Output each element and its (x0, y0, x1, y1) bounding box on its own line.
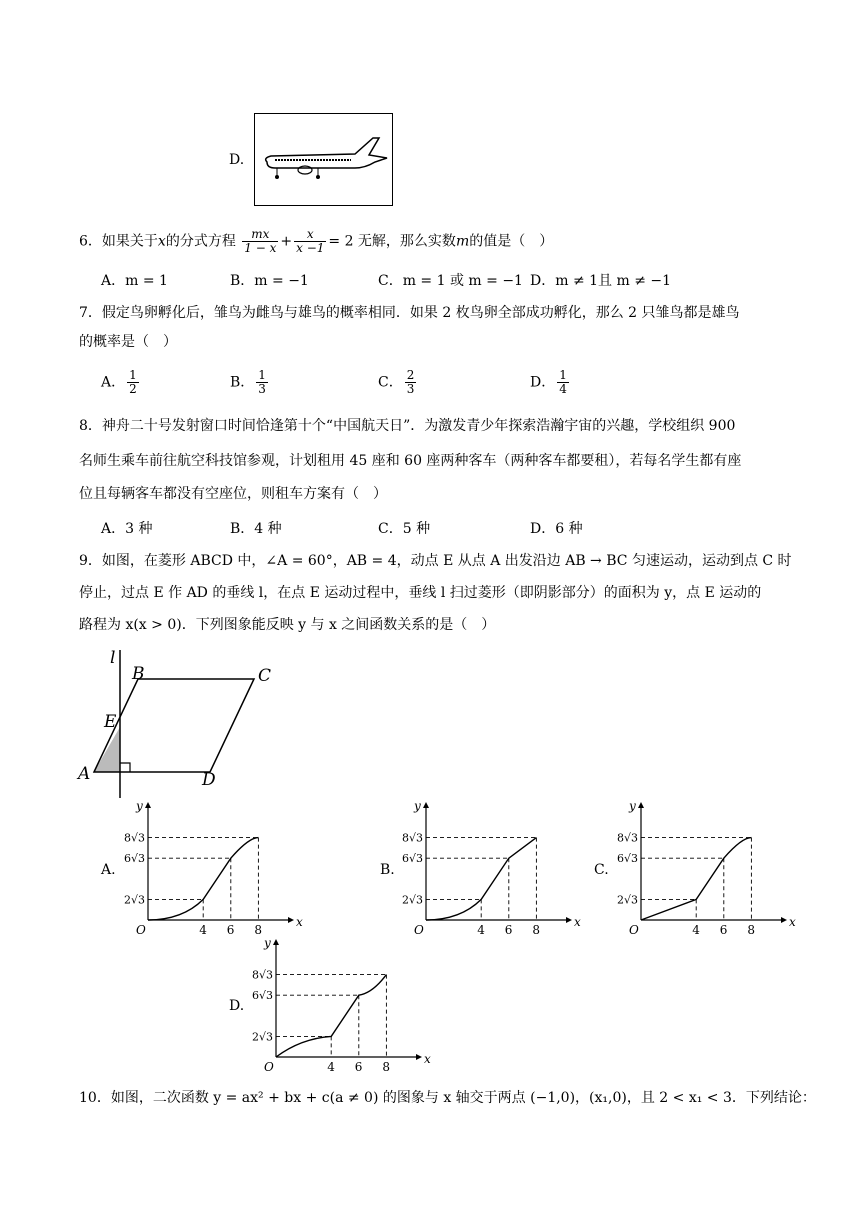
q6-tail: = 2 无解，那么实数 (328, 233, 456, 250)
rhombus-figure (70, 645, 290, 800)
fig-label-a: A (78, 764, 91, 784)
x-tick-label: 4 (199, 923, 207, 937)
x-axis-arrow (416, 1054, 422, 1060)
q9-line1: 9．如图，在菱形 ABCD 中，∠A = 60°，AB = 4，动点 E 从点 A 出发沿边 AB → BC 匀速运动，运动到点 C 时 (79, 553, 792, 569)
y-tick-label: 2√3 (402, 893, 424, 907)
q6-frac2-den: x −1 (296, 241, 325, 255)
q6-stem: 6．如果关于x的分式方程 $\frac{mx}{1 - x}$ + $\frac{x}{x -1}$ = 2 无解，那么实数m的值是（ ） (79, 227, 554, 255)
origin-label: O (136, 923, 146, 937)
graph-c (615, 798, 796, 938)
airplane-image (254, 113, 393, 206)
graph-option-c-label: C. (594, 862, 609, 878)
x-tick-label: 8 (532, 923, 541, 937)
x-axis-label: x (789, 915, 796, 929)
graph-d (250, 935, 431, 1075)
q7-line1: 7．假定鸟卵孵化后，雏鸟为雌鸟与雄鸟的概率相同．如果 2 枚鸟卵全部成功孵化，那么 2 只雏鸟都是雄鸟 (79, 305, 740, 321)
x-axis-arrow (566, 917, 572, 923)
q6-mid: 的分式方程 (165, 233, 236, 250)
fig-label-l: l (110, 648, 116, 668)
q7-option-a: A． $\frac{1}{2}$ (101, 368, 137, 396)
y-tick-label: 6√3 (124, 852, 146, 866)
graph-a (122, 798, 303, 938)
q7-option-d: D． $\frac{1}{4}$ (530, 368, 567, 396)
q7-option-b: B． $\frac{1}{3}$ (230, 368, 266, 396)
q6-option-d: D．m ≠ 1且 m ≠ −1 (530, 273, 672, 289)
x-axis-label: x (574, 915, 581, 929)
origin-label: O (414, 923, 424, 937)
q7-line2: 的概率是（ ） (79, 334, 177, 350)
y-tick-label: 8√3 (124, 831, 146, 845)
q8-option-b: B．4 种 (230, 521, 282, 537)
x-tick-label: 6 (226, 923, 235, 937)
fig-label-b: B (132, 664, 145, 684)
x-tick-label: 6 (719, 923, 728, 937)
fig-label-e: E (104, 712, 117, 732)
x-axis-label: x (424, 1052, 431, 1066)
y-tick-label: 2√3 (617, 893, 639, 907)
fig-label-d: D (202, 770, 216, 790)
q6-frac2 (294, 228, 326, 255)
q8-line2: 名师生乘车前往航空科技馆参观，计划租用 45 座和 60 座两种客车（两种客车都要租），若每名学生都有座 (79, 453, 742, 469)
x-axis-arrow (781, 917, 787, 923)
graph-b (400, 798, 581, 938)
y-tick-label: 2√3 (252, 1030, 274, 1044)
graph-option-b-label: B. (380, 862, 395, 878)
q6-prefix: 6．如果关于 (79, 233, 158, 250)
x-tick-label: 8 (254, 923, 263, 937)
q6-frac1 (242, 228, 278, 255)
q6-option-a: A．m = 1 (101, 273, 168, 289)
x-tick-label: 8 (382, 1060, 391, 1074)
y-axis-arrow (145, 802, 151, 808)
x-tick-label: 6 (504, 923, 513, 937)
x-tick-label: 4 (692, 923, 700, 937)
graph-option-a-label: A. (101, 862, 116, 878)
q6-end: 的值是（ ） (469, 233, 554, 250)
q8-option-a: A．3 种 (101, 521, 153, 537)
q10-line: 10．如图，二次函数 y = ax² + bx + c(a ≠ 0) 的图象与 x 轴交于两点 (−1,0)，(x₁,0)，且 2 < x₁ < 3．下列结论： (79, 1090, 816, 1106)
fig-label-c: C (258, 666, 272, 686)
q8-option-d: D．6 种 (530, 521, 583, 537)
q6-frac2-num: x (294, 228, 326, 242)
y-axis-label: y (629, 799, 636, 813)
x-axis-label: x (296, 915, 303, 929)
q8-option-c: C．5 种 (378, 521, 431, 537)
q5-option-d-label: D. (229, 152, 245, 168)
y-tick-label: 8√3 (402, 831, 424, 845)
q6-frac1-den: 1 − x (244, 241, 277, 255)
y-tick-label: 6√3 (617, 852, 639, 866)
graph-option-d-label: D. (229, 998, 245, 1014)
origin-label: O (264, 1060, 274, 1074)
q6-option-b: B．m = −1 (230, 273, 309, 289)
q8-line3: 位且每辆客车都没有空座位，则租车方案有（ ） (79, 486, 387, 502)
y-tick-label: 6√3 (402, 852, 424, 866)
q6-var-m: m (455, 233, 470, 250)
y-tick-label: 2√3 (124, 893, 146, 907)
y-axis-label: y (414, 799, 421, 813)
q6-option-c: C．m = 1 或 m = −1 (378, 273, 523, 289)
y-axis-label: y (264, 936, 271, 950)
q6-var-x: x (157, 233, 166, 250)
y-tick-label: 6√3 (252, 989, 274, 1003)
y-axis-label: y (136, 799, 143, 813)
x-tick-label: 4 (477, 923, 485, 937)
q8-line1: 8．神舟二十号发射窗口时间恰逢第十个“中国航天日”．为激发青少年探索浩瀚宇宙的兴趣，学校组织 900 (79, 418, 736, 434)
x-axis-arrow (288, 917, 294, 923)
y-axis-arrow (423, 802, 429, 808)
origin-label: O (629, 923, 639, 937)
q9-line3: 路程为 x(x > 0)．下列图象能反映 y 与 x 之间函数关系的是（ ） (79, 617, 496, 633)
q9-line2: 停止，过点 E 作 AD 的垂线 l，在点 E 运动过程中，垂线 l 扫过菱形（即阴影部分）的面积为 y，点 E 运动的 (79, 585, 762, 601)
x-tick-label: 4 (327, 1060, 335, 1074)
x-tick-label: 6 (354, 1060, 363, 1074)
q7-option-c: C． $\frac{2}{3}$ (378, 368, 415, 396)
y-axis-arrow (638, 802, 644, 808)
y-axis-arrow (273, 939, 279, 945)
x-tick-label: 8 (747, 923, 756, 937)
y-tick-label: 8√3 (617, 831, 639, 845)
q6-frac1-num: mx (242, 228, 278, 242)
y-tick-label: 8√3 (252, 968, 274, 982)
